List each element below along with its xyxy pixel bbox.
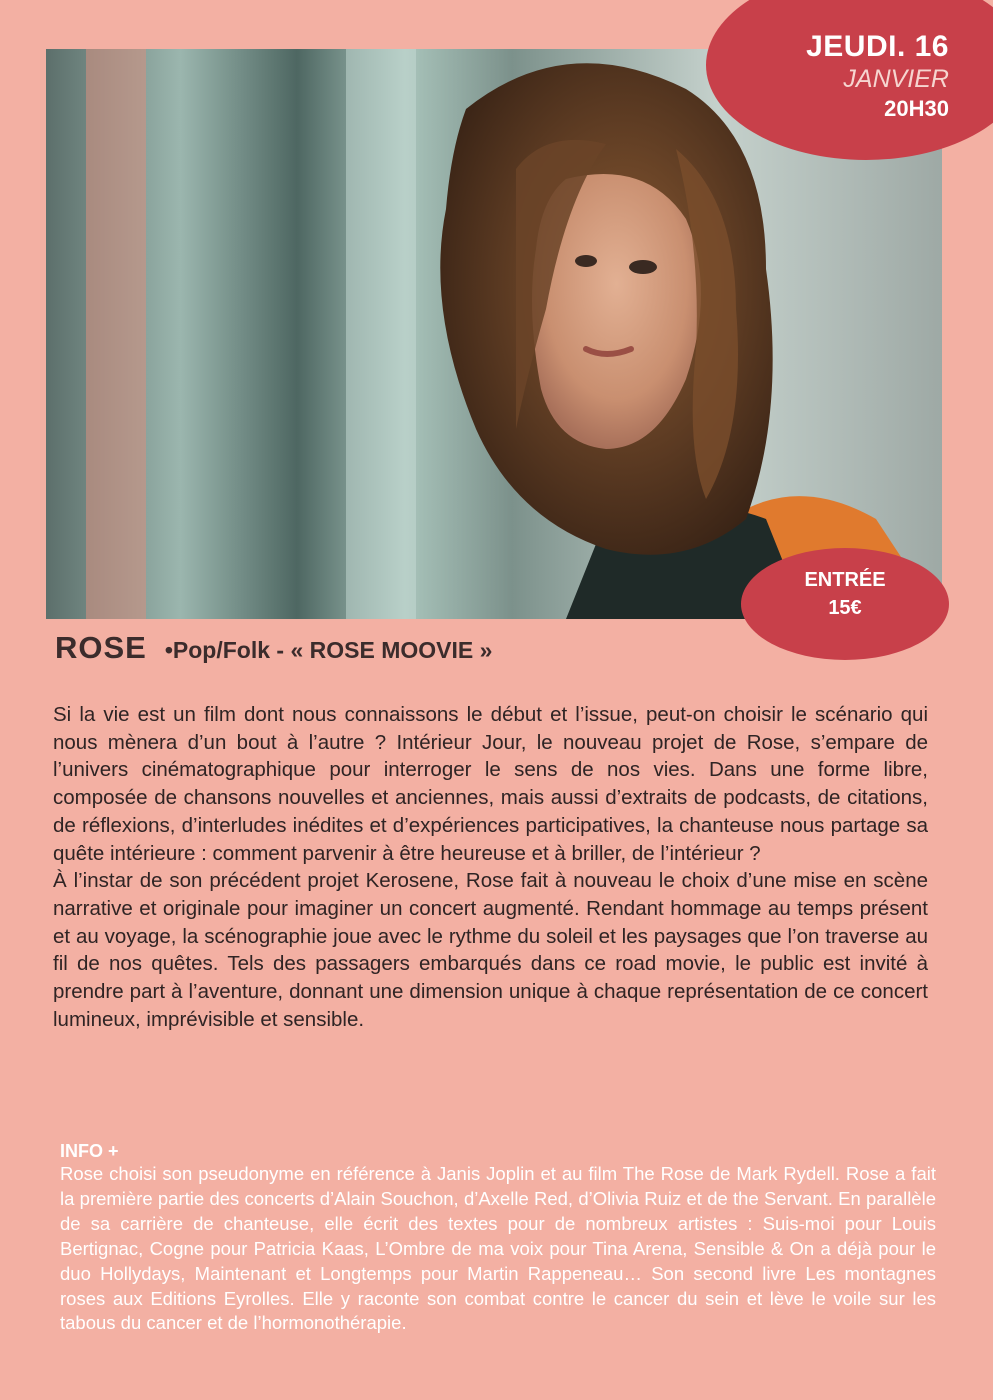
artist-name: ROSE <box>55 630 147 665</box>
description-paragraph-1: Si la vie est un film dont nous connaissons le début et l’issue, peut-on choisir le scénario qui nous mènera d’un bout à l’autre ? Intérieur Jour, le nouveau projet de Rose, s’empare de l’univers cinématographique pour interroger le sens de nos vies. Dans une forme libre, composée de chansons nouvelles et anciennes, mais aussi d’extraits de podcasts, de citations, de réflexions, d’interludes inédites et d’expériences participatives, la chanteuse nous partage sa quête intérieure : comment parvenir à être heureuse et à briller, de l’intérieur ? <box>53 703 928 865</box>
event-time: 20H30 <box>884 96 949 121</box>
info-title: INFO + <box>60 1141 119 1161</box>
price-value: 15€ <box>828 597 862 619</box>
description <box>53 701 928 1033</box>
event-date <box>806 30 949 124</box>
event-heading <box>55 630 492 666</box>
event-month: JANVIER <box>843 65 949 93</box>
info-section <box>60 1140 936 1336</box>
info-text: Rose choisi son pseudonyme en référence à Janis Joplin et au film The Rose de Mark Rydell. Rose a fait la première partie des concerts d’Alain Souchon, d’Axelle Red, d’Olivia Ruiz et de the Servant. En parallèle de sa carrière de chanteuse, elle écrit des textes pour de nombreux artistes : Suis-moi pour Louis Bertignac, Cogne pour Patricia Kaas, L’Ombre de ma voix pour Tina Arena, Sensible & On a déjà pour le duo Hollydays, Maintenant et Longtemps pour Martin Rappeneau… Son second livre Les montagnes roses aux Editions Eyrolles. Elle y raconte son combat contre le cancer du sein et lève le voile sur les tabous du cancer et de l’hormonothérapie. <box>60 1163 936 1334</box>
price-label: ENTRÉE <box>804 569 886 591</box>
genre-title: •Pop/Folk - « ROSE MOOVIE » <box>164 637 493 663</box>
price-badge <box>741 548 949 660</box>
description-paragraph-2: À l’instar de son précédent projet Kerosene, Rose fait à nouveau le choix d’une mise en scène narrative et originale pour imaginer un concert augmenté. Rendant hommage au temps présent et au voyage, la scénographie joue avec le rythme du soleil et les paysages que l’on traverse au fil de nos quêtes. Tels des passagers embarqués dans ce road movie, le public est invité à prendre part à l’aventure, donnant une dimension unique à chaque représentation de ce concert lumineux, imprévisible et sensible. <box>53 869 928 1031</box>
event-day: JEUDI. 16 <box>806 30 949 63</box>
